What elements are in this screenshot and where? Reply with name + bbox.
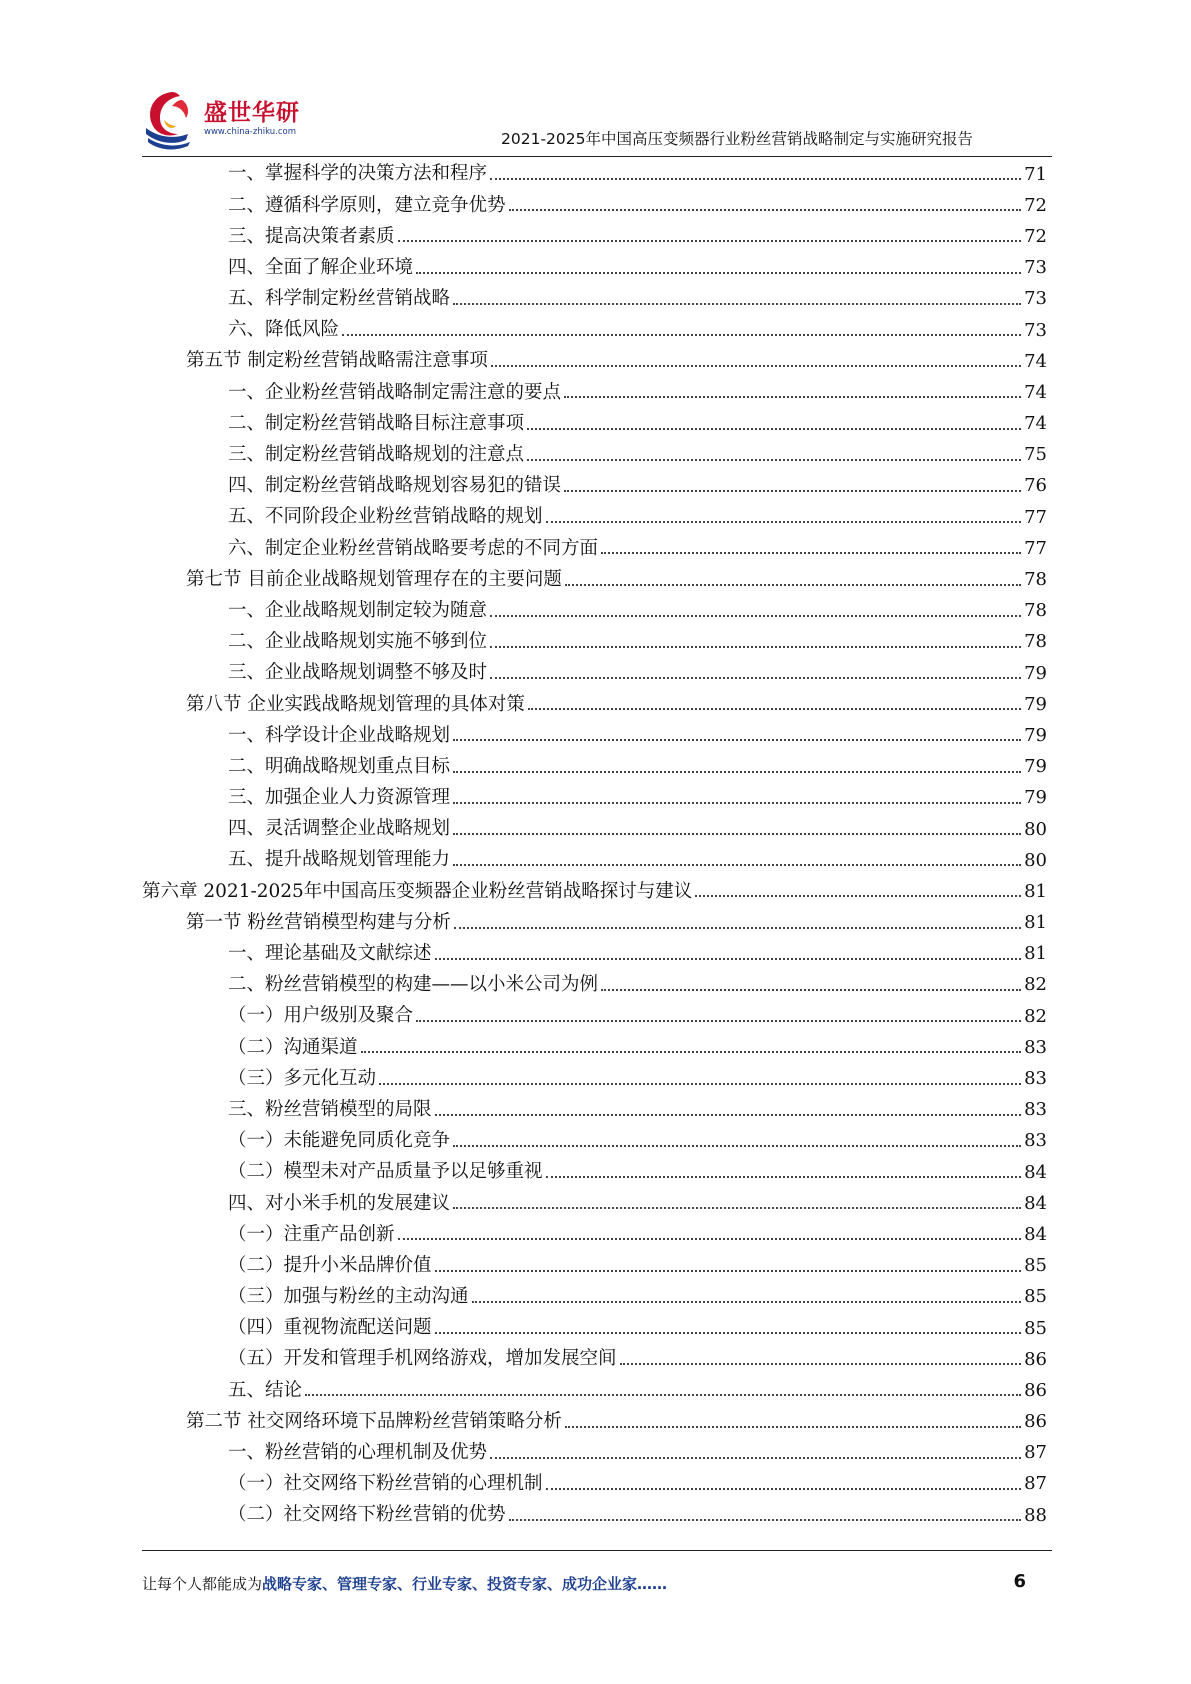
toc-entry[interactable] xyxy=(0,533,1191,564)
toc-entry-title: （二）模型未对产品质量予以足够重视 xyxy=(228,1161,543,1183)
toc-entry-title: 二、粉丝营销模型的构建——以小米公司为例 xyxy=(228,974,599,996)
toc-entry-title: 三、粉丝营销模型的局限 xyxy=(228,1098,432,1120)
toc-dot-leader xyxy=(564,396,1021,398)
toc-entry-page: 73 xyxy=(1024,288,1047,310)
toc-entry-page: 85 xyxy=(1024,1255,1047,1277)
toc-entry[interactable] xyxy=(0,1282,1191,1313)
toc-entry-title: 一、企业战略规划制定较为随意 xyxy=(228,599,488,621)
toc-entry-page: 79 xyxy=(1024,787,1047,809)
toc-dot-leader xyxy=(453,833,1021,835)
toc-dot-leader xyxy=(490,1457,1021,1459)
toc-entry-title: 六、制定企业粉丝营销战略要考虑的不同方面 xyxy=(228,537,599,559)
toc-entry[interactable] xyxy=(0,1219,1191,1250)
toc-dot-leader xyxy=(453,864,1021,866)
toc-entry-page: 84 xyxy=(1024,1161,1047,1183)
toc-entry[interactable] xyxy=(0,783,1191,814)
toc-dot-leader xyxy=(546,1488,1022,1490)
toc-entry-page: 85 xyxy=(1024,1317,1047,1339)
toc-entry[interactable] xyxy=(0,596,1191,627)
toc-entry-title: 第五节 制定粉丝营销战略需注意事项 xyxy=(186,350,488,372)
toc-entry-page: 74 xyxy=(1024,381,1047,403)
toc-entry-page: 79 xyxy=(1024,693,1047,715)
toc-entry-page: 86 xyxy=(1024,1348,1047,1370)
table-of-contents xyxy=(0,159,1191,1531)
logo-website: www.china-zhiku.com xyxy=(204,127,296,137)
toc-dot-leader xyxy=(453,1145,1021,1147)
toc-entry[interactable] xyxy=(0,908,1191,939)
toc-entry[interactable] xyxy=(0,876,1191,907)
toc-entry[interactable] xyxy=(0,1344,1191,1375)
toc-entry[interactable] xyxy=(0,502,1191,533)
toc-entry-page: 79 xyxy=(1024,756,1047,778)
toc-entry-title: 第七节 目前企业战略规划管理存在的主要问题 xyxy=(186,568,562,590)
toc-entry-title: 四、制定粉丝营销战略规划容易犯的错误 xyxy=(228,475,562,497)
toc-dot-leader xyxy=(398,1238,1022,1240)
toc-dot-leader xyxy=(509,209,1022,211)
toc-entry-page: 83 xyxy=(1024,1130,1047,1152)
toc-entry-page: 80 xyxy=(1024,849,1047,871)
toc-dot-leader xyxy=(379,1083,1021,1085)
toc-entry[interactable] xyxy=(0,1157,1191,1188)
footer-slogan-highlight: 战略专家、管理专家、行业专家、投资专家、成功企业家…… xyxy=(262,1575,668,1593)
toc-dot-leader xyxy=(546,521,1022,523)
toc-entry-page: 83 xyxy=(1024,1036,1047,1058)
toc-entry-title: 四、对小米手机的发展建议 xyxy=(228,1192,451,1214)
toc-entry-title: （三）多元化互动 xyxy=(228,1067,377,1089)
toc-entry-page: 77 xyxy=(1024,506,1047,528)
toc-entry[interactable] xyxy=(0,689,1191,720)
toc-dot-leader xyxy=(454,927,1021,929)
toc-entry-page: 87 xyxy=(1024,1473,1047,1495)
toc-entry-page: 86 xyxy=(1024,1379,1047,1401)
toc-entry[interactable] xyxy=(0,1032,1191,1063)
toc-entry-title: 第六章 2021-2025年中国高压变频器企业粉丝营销战略探讨与建议 xyxy=(142,880,693,902)
footer-slogan xyxy=(142,1573,667,1594)
toc-entry[interactable] xyxy=(0,845,1191,876)
toc-entry-title: 第一节 粉丝营销模型构建与分析 xyxy=(186,911,451,933)
toc-dot-leader xyxy=(491,365,1021,367)
toc-entry-title: 一、企业粉丝营销战略制定需注意的要点 xyxy=(228,381,562,403)
toc-entry[interactable] xyxy=(0,814,1191,845)
toc-entry[interactable] xyxy=(0,564,1191,595)
toc-entry-page: 77 xyxy=(1024,537,1047,559)
toc-dot-leader xyxy=(528,708,1021,710)
toc-entry[interactable] xyxy=(0,752,1191,783)
toc-entry[interactable] xyxy=(0,1500,1191,1531)
toc-entry-page: 87 xyxy=(1024,1442,1047,1464)
toc-entry[interactable] xyxy=(0,658,1191,689)
toc-dot-leader xyxy=(601,552,1021,554)
toc-entry-title: 二、遵循科学原则，建立竞争优势 xyxy=(228,194,506,216)
toc-dot-leader xyxy=(565,584,1021,586)
toc-entry-page: 83 xyxy=(1024,1099,1047,1121)
toc-entry-title: 三、制定粉丝营销战略规划的注意点 xyxy=(228,444,525,466)
toc-entry-page: 84 xyxy=(1024,1223,1047,1245)
toc-entry[interactable] xyxy=(0,440,1191,471)
toc-entry[interactable] xyxy=(0,221,1191,252)
toc-entry[interactable] xyxy=(0,1001,1191,1032)
toc-entry[interactable] xyxy=(0,1375,1191,1406)
toc-entry[interactable] xyxy=(0,315,1191,346)
toc-dot-leader xyxy=(453,771,1021,773)
header-divider xyxy=(142,156,1052,157)
toc-entry-title: 第八节 企业实践战略规划管理的具体对策 xyxy=(186,693,525,715)
toc-entry[interactable] xyxy=(0,1407,1191,1438)
toc-entry-title: 三、提高决策者素质 xyxy=(228,225,395,247)
toc-entry-page: 82 xyxy=(1024,1005,1047,1027)
toc-dot-leader xyxy=(435,1270,1022,1272)
toc-entry-page: 84 xyxy=(1024,1192,1047,1214)
page-header xyxy=(0,0,1191,160)
toc-dot-leader xyxy=(453,303,1021,305)
toc-entry-title: （一）用户级别及聚合 xyxy=(228,1005,414,1027)
toc-entry-title: （二）提升小米品牌价值 xyxy=(228,1254,432,1276)
toc-dot-leader xyxy=(398,240,1022,242)
toc-dot-leader xyxy=(435,1114,1022,1116)
toc-entry-title: 五、提升战略规划管理能力 xyxy=(228,849,451,871)
toc-dot-leader xyxy=(490,178,1021,180)
toc-entry-title: 四、灵活调整企业战略规划 xyxy=(228,818,451,840)
toc-dot-leader xyxy=(564,490,1021,492)
toc-entry[interactable] xyxy=(0,720,1191,751)
toc-entry[interactable] xyxy=(0,939,1191,970)
toc-entry[interactable] xyxy=(0,1438,1191,1469)
toc-dot-leader xyxy=(435,1332,1022,1334)
toc-entry-title: 一、粉丝营销的心理机制及优势 xyxy=(228,1442,488,1464)
toc-dot-leader xyxy=(490,646,1021,648)
toc-entry[interactable] xyxy=(0,1313,1191,1344)
toc-dot-leader xyxy=(695,895,1021,897)
toc-entry-title: 一、掌握科学的决策方法和程序 xyxy=(228,163,488,185)
toc-dot-leader xyxy=(565,1426,1021,1428)
toc-entry[interactable] xyxy=(0,1063,1191,1094)
toc-entry-title: （二）社交网络下粉丝营销的优势 xyxy=(228,1504,506,1526)
toc-entry-title: （一）未能避免同质化竞争 xyxy=(228,1130,451,1152)
toc-entry-title: （二）沟通渠道 xyxy=(228,1036,358,1058)
toc-entry-page: 71 xyxy=(1024,163,1047,185)
toc-entry-page: 72 xyxy=(1024,194,1047,216)
logo-wordmark: 盛世华研 xyxy=(204,100,300,126)
toc-entry-page: 73 xyxy=(1024,319,1047,341)
toc-entry-title: 第二节 社交网络环境下品牌粉丝营销策略分析 xyxy=(186,1410,562,1432)
toc-entry[interactable] xyxy=(0,346,1191,377)
toc-entry-page: 72 xyxy=(1024,225,1047,247)
toc-entry-title: 四、全面了解企业环境 xyxy=(228,256,414,278)
toc-entry-page: 79 xyxy=(1024,724,1047,746)
toc-entry-page: 74 xyxy=(1024,413,1047,435)
toc-entry-page: 86 xyxy=(1024,1411,1047,1433)
toc-dot-leader xyxy=(546,1176,1022,1178)
toc-dot-leader xyxy=(490,615,1021,617)
toc-dot-leader xyxy=(435,958,1022,960)
toc-dot-leader xyxy=(416,272,1021,274)
toc-entry[interactable] xyxy=(0,471,1191,502)
toc-entry[interactable] xyxy=(0,377,1191,408)
toc-entry[interactable] xyxy=(0,627,1191,658)
toc-entry[interactable] xyxy=(0,1188,1191,1219)
toc-dot-leader xyxy=(453,802,1021,804)
toc-entry[interactable] xyxy=(0,1126,1191,1157)
toc-entry-title: 二、企业战略规划实施不够到位 xyxy=(228,631,488,653)
toc-entry-title: 五、结论 xyxy=(228,1379,303,1401)
toc-entry-title: （三）加强与粉丝的主动沟通 xyxy=(228,1286,469,1308)
toc-entry-page: 79 xyxy=(1024,662,1047,684)
toc-dot-leader xyxy=(342,334,1021,336)
footer-slogan-prefix: 让每个人都能成为 xyxy=(142,1575,263,1593)
toc-entry-title: 五、不同阶段企业粉丝营销战略的规划 xyxy=(228,506,543,528)
toc-entry[interactable] xyxy=(0,1095,1191,1126)
toc-dot-leader xyxy=(453,1207,1021,1209)
toc-dot-leader xyxy=(527,459,1021,461)
toc-entry-title: 一、科学设计企业战略规划 xyxy=(228,724,451,746)
toc-entry-page: 82 xyxy=(1024,974,1047,996)
toc-entry[interactable] xyxy=(0,1469,1191,1500)
toc-entry-title: 五、科学制定粉丝营销战略 xyxy=(228,288,451,310)
toc-entry-title: 二、制定粉丝营销战略目标注意事项 xyxy=(228,412,525,434)
toc-entry[interactable] xyxy=(0,284,1191,315)
toc-entry[interactable] xyxy=(0,1251,1191,1282)
toc-entry-page: 88 xyxy=(1024,1504,1047,1526)
toc-entry-title: 六、降低风险 xyxy=(228,319,340,341)
toc-entry[interactable] xyxy=(0,970,1191,1001)
toc-entry[interactable] xyxy=(0,159,1191,190)
toc-entry-page: 85 xyxy=(1024,1286,1047,1308)
toc-entry-page: 78 xyxy=(1024,631,1047,653)
toc-entry-page: 81 xyxy=(1024,912,1047,934)
toc-entry-title: （一）社交网络下粉丝营销的心理机制 xyxy=(228,1473,543,1495)
toc-entry[interactable] xyxy=(0,190,1191,221)
toc-entry-title: 二、明确战略规划重点目标 xyxy=(228,755,451,777)
toc-entry-title: 三、企业战略规划调整不够及时 xyxy=(228,662,488,684)
toc-dot-leader xyxy=(453,739,1021,741)
toc-entry-page: 75 xyxy=(1024,444,1047,466)
toc-entry-title: （四）重视物流配送问题 xyxy=(228,1317,432,1339)
toc-entry-page: 78 xyxy=(1024,600,1047,622)
footer-divider xyxy=(142,1550,1052,1551)
toc-dot-leader xyxy=(509,1519,1022,1521)
logo-emblem-icon xyxy=(142,84,202,154)
toc-entry-title: 三、加强企业人力资源管理 xyxy=(228,787,451,809)
toc-entry-page: 81 xyxy=(1024,880,1047,902)
toc-dot-leader xyxy=(601,989,1021,991)
toc-entry[interactable] xyxy=(0,253,1191,284)
toc-entry-page: 76 xyxy=(1024,475,1047,497)
toc-entry-title: （一）注重产品创新 xyxy=(228,1223,395,1245)
toc-dot-leader xyxy=(490,677,1021,679)
report-title: 2021-2025年中国高压变频器行业粉丝营销战略制定与实施研究报告 xyxy=(501,130,973,148)
brand-logo xyxy=(142,84,317,154)
toc-entry-title: （五）开发和管理手机网络游戏，增加发展空间 xyxy=(228,1348,617,1370)
toc-dot-leader xyxy=(472,1301,1022,1303)
toc-entry-page: 83 xyxy=(1024,1068,1047,1090)
page-number: 6 xyxy=(1013,1571,1026,1592)
toc-dot-leader xyxy=(416,1020,1021,1022)
toc-dot-leader xyxy=(527,428,1021,430)
toc-entry-page: 78 xyxy=(1024,569,1047,591)
toc-entry-page: 73 xyxy=(1024,257,1047,279)
toc-entry-page: 74 xyxy=(1024,350,1047,372)
toc-dot-leader xyxy=(361,1051,1022,1053)
toc-entry-page: 81 xyxy=(1024,943,1047,965)
toc-dot-leader xyxy=(305,1394,1021,1396)
toc-entry-title: 一、理论基础及文献综述 xyxy=(228,943,432,965)
toc-entry-page: 80 xyxy=(1024,818,1047,840)
toc-entry[interactable] xyxy=(0,409,1191,440)
toc-dot-leader xyxy=(620,1363,1022,1365)
